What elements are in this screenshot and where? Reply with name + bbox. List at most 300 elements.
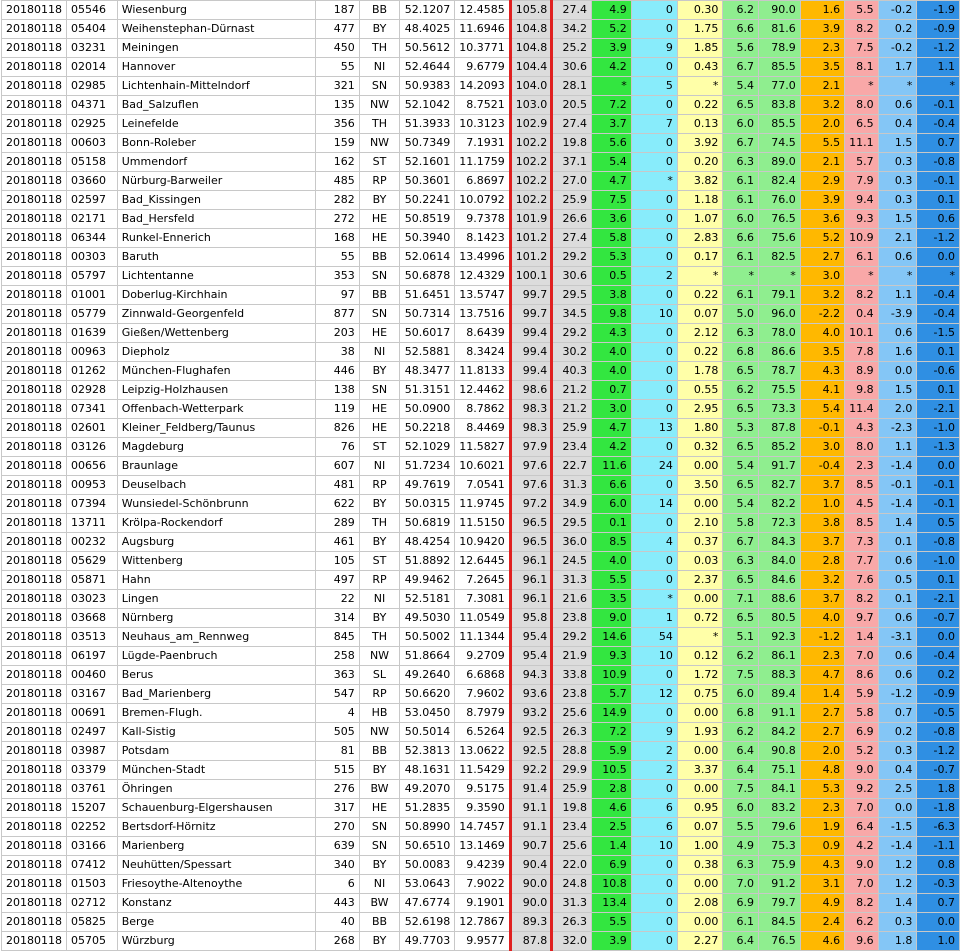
altitude-cell: 314: [316, 609, 359, 628]
station-name-cell: Wittenberg: [117, 552, 316, 571]
value-cell-15: -1.2: [800, 628, 844, 647]
value-cell-12: 1.80: [677, 419, 723, 438]
value-cell-16: 9.4: [845, 191, 879, 210]
latitude-cell: 52.1207: [400, 1, 455, 20]
state-cell: NI: [359, 58, 400, 77]
value-cell-9: 19.8: [552, 134, 592, 153]
altitude-cell: 515: [316, 761, 359, 780]
value-cell-16: 8.0: [845, 438, 879, 457]
table-row: [2, 229, 960, 248]
value-cell-13: 5.4: [723, 495, 759, 514]
table-row: [2, 191, 960, 210]
value-cell-11: 0: [631, 324, 677, 343]
value-cell-14: 91.2: [759, 875, 801, 894]
value-cell-13: 5.3: [723, 419, 759, 438]
value-cell-18: 1.0: [917, 932, 960, 951]
value-cell-16: 7.0: [845, 799, 879, 818]
latitude-cell: 52.1042: [400, 96, 455, 115]
value-cell-9: 36.0: [552, 533, 592, 552]
value-cell-16: 8.1: [845, 58, 879, 77]
value-cell-18: 0.1: [917, 381, 960, 400]
value-cell-12: 0.07: [677, 305, 723, 324]
value-cell-10: 4.0: [592, 343, 632, 362]
value-cell-16: 7.9: [845, 172, 879, 191]
value-cell-15: 2.9: [800, 172, 844, 191]
value-cell-15: -0.4: [800, 457, 844, 476]
value-cell-16: 2.3: [845, 457, 879, 476]
value-cell-16: 5.7: [845, 153, 879, 172]
altitude-cell: 289: [316, 514, 359, 533]
longitude-cell: 12.6445: [455, 552, 511, 571]
station-name-cell: Lichtentanne: [117, 267, 316, 286]
station-id-cell: 05797: [67, 267, 118, 286]
value-cell-13: 6.0: [723, 115, 759, 134]
longitude-cell: 8.7979: [455, 704, 511, 723]
latitude-cell: 50.6017: [400, 324, 455, 343]
station-name-cell: München-Flughafen: [117, 362, 316, 381]
date-cell: 20180118: [2, 837, 67, 856]
value-cell-10: *: [592, 77, 632, 96]
date-cell: 20180118: [2, 1, 67, 20]
value-cell-12: *: [677, 628, 723, 647]
value-cell-14: 91.1: [759, 704, 801, 723]
table-row: [2, 552, 960, 571]
state-cell: SN: [359, 837, 400, 856]
highlighted-value-cell: 95.4: [510, 628, 552, 647]
state-cell: RP: [359, 476, 400, 495]
state-cell: BB: [359, 742, 400, 761]
altitude-cell: 38: [316, 343, 359, 362]
longitude-cell: 7.1931: [455, 134, 511, 153]
station-name-cell: Leinefelde: [117, 115, 316, 134]
state-cell: RP: [359, 571, 400, 590]
longitude-cell: 11.5150: [455, 514, 511, 533]
value-cell-11: 0: [631, 894, 677, 913]
longitude-cell: 9.3590: [455, 799, 511, 818]
value-cell-10: 3.8: [592, 286, 632, 305]
value-cell-11: 10: [631, 837, 677, 856]
table-row: [2, 267, 960, 286]
longitude-cell: 6.6868: [455, 666, 511, 685]
value-cell-14: 84.0: [759, 552, 801, 571]
altitude-cell: 76: [316, 438, 359, 457]
value-cell-11: 24: [631, 457, 677, 476]
altitude-cell: 159: [316, 134, 359, 153]
station-name-cell: Bertsdorf-Hörnitz: [117, 818, 316, 837]
value-cell-15: 2.3: [800, 799, 844, 818]
value-cell-18: -6.3: [917, 818, 960, 837]
value-cell-9: 27.0: [552, 172, 592, 191]
value-cell-11: *: [631, 590, 677, 609]
station-id-cell: 02712: [67, 894, 118, 913]
value-cell-10: 5.4: [592, 153, 632, 172]
value-cell-15: 3.0: [800, 267, 844, 286]
value-cell-17: 0.6: [878, 324, 917, 343]
value-cell-16: 10.1: [845, 324, 879, 343]
state-cell: ST: [359, 438, 400, 457]
value-cell-17: -1.4: [878, 495, 917, 514]
station-id-cell: 02928: [67, 381, 118, 400]
longitude-cell: 8.4469: [455, 419, 511, 438]
table-row: [2, 400, 960, 419]
state-cell: HE: [359, 400, 400, 419]
value-cell-17: 0.5: [878, 571, 917, 590]
value-cell-15: 3.6: [800, 210, 844, 229]
value-cell-11: 6: [631, 818, 677, 837]
longitude-cell: 11.5429: [455, 761, 511, 780]
table-row: [2, 343, 960, 362]
highlighted-value-cell: 91.1: [510, 799, 552, 818]
value-cell-16: 5.5: [845, 1, 879, 20]
longitude-cell: 8.7862: [455, 400, 511, 419]
altitude-cell: 639: [316, 837, 359, 856]
value-cell-17: -1.4: [878, 837, 917, 856]
value-cell-16: 8.5: [845, 476, 879, 495]
date-cell: 20180118: [2, 381, 67, 400]
table-row: [2, 875, 960, 894]
value-cell-18: -1.2: [917, 742, 960, 761]
highlighted-value-cell: 99.4: [510, 362, 552, 381]
value-cell-14: 72.3: [759, 514, 801, 533]
date-cell: 20180118: [2, 894, 67, 913]
value-cell-15: 3.8: [800, 514, 844, 533]
longitude-cell: 11.1344: [455, 628, 511, 647]
value-cell-17: 1.1: [878, 438, 917, 457]
value-cell-13: 5.4: [723, 77, 759, 96]
value-cell-11: 7: [631, 115, 677, 134]
value-cell-11: 0: [631, 229, 677, 248]
value-cell-9: 24.8: [552, 875, 592, 894]
value-cell-12: 0.72: [677, 609, 723, 628]
latitude-cell: 50.6620: [400, 685, 455, 704]
altitude-cell: 845: [316, 628, 359, 647]
value-cell-13: 6.2: [723, 381, 759, 400]
table-row: [2, 609, 960, 628]
date-cell: 20180118: [2, 324, 67, 343]
station-name-cell: Schauenburg-Elgershausen: [117, 799, 316, 818]
value-cell-10: 3.9: [592, 932, 632, 951]
station-name-cell: Bremen-Flugh.: [117, 704, 316, 723]
value-cell-15: 5.5: [800, 134, 844, 153]
altitude-cell: 505: [316, 723, 359, 742]
altitude-cell: 168: [316, 229, 359, 248]
value-cell-14: 86.1: [759, 647, 801, 666]
value-cell-13: 6.8: [723, 343, 759, 362]
longitude-cell: 9.9577: [455, 932, 511, 951]
weather-data-table: [1, 0, 960, 951]
state-cell: NW: [359, 723, 400, 742]
table-row: [2, 856, 960, 875]
longitude-cell: 6.8697: [455, 172, 511, 191]
highlighted-value-cell: 96.5: [510, 514, 552, 533]
table-row: [2, 362, 960, 381]
longitude-cell: 12.4462: [455, 381, 511, 400]
highlighted-value-cell: 99.7: [510, 305, 552, 324]
value-cell-11: 5: [631, 77, 677, 96]
date-cell: 20180118: [2, 58, 67, 77]
station-id-cell: 00656: [67, 457, 118, 476]
altitude-cell: 497: [316, 571, 359, 590]
highlighted-value-cell: 104.8: [510, 39, 552, 58]
table-row: [2, 286, 960, 305]
value-cell-17: 0.3: [878, 913, 917, 932]
station-name-cell: Gießen/Wettenberg: [117, 324, 316, 343]
value-cell-9: 27.4: [552, 1, 592, 20]
value-cell-18: 0.8: [917, 856, 960, 875]
highlighted-value-cell: 102.2: [510, 172, 552, 191]
value-cell-17: 1.5: [878, 381, 917, 400]
station-name-cell: Weihenstephan-Dürnast: [117, 20, 316, 39]
value-cell-9: 40.3: [552, 362, 592, 381]
latitude-cell: 50.2218: [400, 419, 455, 438]
value-cell-11: *: [631, 172, 677, 191]
state-cell: NI: [359, 590, 400, 609]
value-cell-17: 0.6: [878, 666, 917, 685]
value-cell-13: 6.7: [723, 58, 759, 77]
highlighted-value-cell: 98.6: [510, 381, 552, 400]
state-cell: SN: [359, 77, 400, 96]
longitude-cell: 7.9602: [455, 685, 511, 704]
value-cell-11: 54: [631, 628, 677, 647]
value-cell-9: 23.8: [552, 609, 592, 628]
station-id-cell: 00963: [67, 343, 118, 362]
value-cell-10: 5.8: [592, 229, 632, 248]
value-cell-18: -0.9: [917, 20, 960, 39]
table-row: [2, 419, 960, 438]
latitude-cell: 53.0643: [400, 875, 455, 894]
value-cell-12: 1.72: [677, 666, 723, 685]
value-cell-15: 5.4: [800, 400, 844, 419]
station-id-cell: 07394: [67, 495, 118, 514]
value-cell-9: 24.5: [552, 552, 592, 571]
table-row: [2, 115, 960, 134]
latitude-cell: 52.1029: [400, 438, 455, 457]
table-row: [2, 704, 960, 723]
value-cell-18: 0.6: [917, 210, 960, 229]
value-cell-18: -0.7: [917, 761, 960, 780]
value-cell-18: -1.5: [917, 324, 960, 343]
value-cell-9: 25.9: [552, 780, 592, 799]
value-cell-14: 96.0: [759, 305, 801, 324]
value-cell-13: 5.1: [723, 628, 759, 647]
value-cell-11: 9: [631, 39, 677, 58]
value-cell-12: 2.10: [677, 514, 723, 533]
date-cell: 20180118: [2, 742, 67, 761]
value-cell-14: 82.2: [759, 495, 801, 514]
date-cell: 20180118: [2, 39, 67, 58]
table-row: [2, 818, 960, 837]
value-cell-10: 4.7: [592, 172, 632, 191]
value-cell-14: 82.4: [759, 172, 801, 191]
value-cell-11: 0: [631, 571, 677, 590]
date-cell: 20180118: [2, 932, 67, 951]
longitude-cell: 9.7378: [455, 210, 511, 229]
longitude-cell: 9.1901: [455, 894, 511, 913]
value-cell-13: 6.3: [723, 552, 759, 571]
state-cell: HE: [359, 324, 400, 343]
value-cell-17: 0.3: [878, 742, 917, 761]
table-row: [2, 39, 960, 58]
highlighted-value-cell: 101.2: [510, 248, 552, 267]
altitude-cell: 826: [316, 419, 359, 438]
table-row: [2, 837, 960, 856]
value-cell-10: 5.5: [592, 571, 632, 590]
date-cell: 20180118: [2, 153, 67, 172]
value-cell-9: 33.8: [552, 666, 592, 685]
value-cell-17: -1.5: [878, 818, 917, 837]
latitude-cell: 50.6819: [400, 514, 455, 533]
date-cell: 20180118: [2, 590, 67, 609]
value-cell-10: 5.9: [592, 742, 632, 761]
value-cell-17: 0.6: [878, 647, 917, 666]
station-id-cell: 00232: [67, 533, 118, 552]
highlighted-value-cell: 89.3: [510, 913, 552, 932]
highlighted-value-cell: 103.0: [510, 96, 552, 115]
value-cell-10: 10.8: [592, 875, 632, 894]
state-cell: SN: [359, 818, 400, 837]
value-cell-9: 28.1: [552, 77, 592, 96]
station-name-cell: Bad_Kissingen: [117, 191, 316, 210]
value-cell-17: 0.2: [878, 20, 917, 39]
value-cell-14: 84.2: [759, 723, 801, 742]
value-cell-12: 2.08: [677, 894, 723, 913]
station-name-cell: Braunlage: [117, 457, 316, 476]
value-cell-15: 2.7: [800, 248, 844, 267]
value-cell-18: -1.0: [917, 552, 960, 571]
value-cell-10: 3.6: [592, 210, 632, 229]
highlighted-value-cell: 90.0: [510, 894, 552, 913]
value-cell-11: 0: [631, 343, 677, 362]
value-cell-12: 2.27: [677, 932, 723, 951]
value-cell-11: 6: [631, 799, 677, 818]
value-cell-14: 84.5: [759, 913, 801, 932]
date-cell: 20180118: [2, 172, 67, 191]
altitude-cell: 97: [316, 286, 359, 305]
state-cell: SN: [359, 267, 400, 286]
value-cell-10: 4.6: [592, 799, 632, 818]
value-cell-9: 29.9: [552, 761, 592, 780]
table-row: [2, 533, 960, 552]
state-cell: BY: [359, 533, 400, 552]
state-cell: NW: [359, 647, 400, 666]
value-cell-11: 0: [631, 780, 677, 799]
value-cell-10: 13.4: [592, 894, 632, 913]
value-cell-11: 0: [631, 856, 677, 875]
longitude-cell: 7.3081: [455, 590, 511, 609]
value-cell-16: 7.0: [845, 647, 879, 666]
value-cell-17: 2.0: [878, 400, 917, 419]
value-cell-12: 0.00: [677, 590, 723, 609]
station-id-cell: 05546: [67, 1, 118, 20]
value-cell-11: 9: [631, 723, 677, 742]
value-cell-12: 3.82: [677, 172, 723, 191]
value-cell-10: 3.9: [592, 39, 632, 58]
value-cell-18: -0.4: [917, 286, 960, 305]
value-cell-9: 25.9: [552, 191, 592, 210]
value-cell-12: 0.03: [677, 552, 723, 571]
value-cell-13: 6.8: [723, 704, 759, 723]
altitude-cell: 877: [316, 305, 359, 324]
station-id-cell: 03761: [67, 780, 118, 799]
table-row: [2, 134, 960, 153]
station-name-cell: Bad_Marienberg: [117, 685, 316, 704]
date-cell: 20180118: [2, 571, 67, 590]
station-id-cell: 05629: [67, 552, 118, 571]
value-cell-17: 1.7: [878, 58, 917, 77]
value-cell-16: 7.7: [845, 552, 879, 571]
highlighted-value-cell: 104.0: [510, 77, 552, 96]
table-row: [2, 780, 960, 799]
station-name-cell: Meiningen: [117, 39, 316, 58]
state-cell: TH: [359, 628, 400, 647]
value-cell-10: 4.2: [592, 58, 632, 77]
longitude-cell: 9.5175: [455, 780, 511, 799]
value-cell-18: -0.4: [917, 305, 960, 324]
value-cell-18: -0.8: [917, 723, 960, 742]
altitude-cell: 461: [316, 533, 359, 552]
longitude-cell: 13.4996: [455, 248, 511, 267]
value-cell-14: 75.5: [759, 381, 801, 400]
highlighted-value-cell: 102.2: [510, 191, 552, 210]
state-cell: BY: [359, 495, 400, 514]
altitude-cell: 321: [316, 77, 359, 96]
value-cell-17: 1.2: [878, 856, 917, 875]
value-cell-15: 1.9: [800, 818, 844, 837]
value-cell-18: -1.8: [917, 799, 960, 818]
altitude-cell: 4: [316, 704, 359, 723]
value-cell-15: 3.7: [800, 590, 844, 609]
value-cell-15: -2.2: [800, 305, 844, 324]
station-id-cell: 05871: [67, 571, 118, 590]
value-cell-13: 5.8: [723, 514, 759, 533]
value-cell-14: 79.7: [759, 894, 801, 913]
value-cell-10: 5.5: [592, 913, 632, 932]
value-cell-16: 8.2: [845, 590, 879, 609]
value-cell-14: 90.0: [759, 1, 801, 20]
value-cell-14: *: [759, 267, 801, 286]
altitude-cell: 272: [316, 210, 359, 229]
value-cell-9: 34.5: [552, 305, 592, 324]
value-cell-17: 1.5: [878, 134, 917, 153]
highlighted-value-cell: 102.2: [510, 134, 552, 153]
value-cell-16: 8.9: [845, 362, 879, 381]
value-cell-16: 4.3: [845, 419, 879, 438]
value-cell-10: 1.4: [592, 837, 632, 856]
altitude-cell: 258: [316, 647, 359, 666]
longitude-cell: 11.9745: [455, 495, 511, 514]
value-cell-17: 0.4: [878, 761, 917, 780]
value-cell-10: 6.6: [592, 476, 632, 495]
table-row: [2, 571, 960, 590]
highlighted-value-cell: 101.2: [510, 229, 552, 248]
latitude-cell: 51.3151: [400, 381, 455, 400]
latitude-cell: 52.4644: [400, 58, 455, 77]
station-id-cell: 05779: [67, 305, 118, 324]
value-cell-18: -2.1: [917, 400, 960, 419]
altitude-cell: 547: [316, 685, 359, 704]
value-cell-12: 3.50: [677, 476, 723, 495]
table-row: [2, 723, 960, 742]
station-name-cell: Bad_Hersfeld: [117, 210, 316, 229]
date-cell: 20180118: [2, 457, 67, 476]
value-cell-11: 0: [631, 400, 677, 419]
value-cell-10: 4.9: [592, 1, 632, 20]
station-id-cell: 15207: [67, 799, 118, 818]
value-cell-11: 0: [631, 476, 677, 495]
value-cell-13: 6.5: [723, 476, 759, 495]
value-cell-16: 6.2: [845, 913, 879, 932]
value-cell-15: 4.0: [800, 324, 844, 343]
